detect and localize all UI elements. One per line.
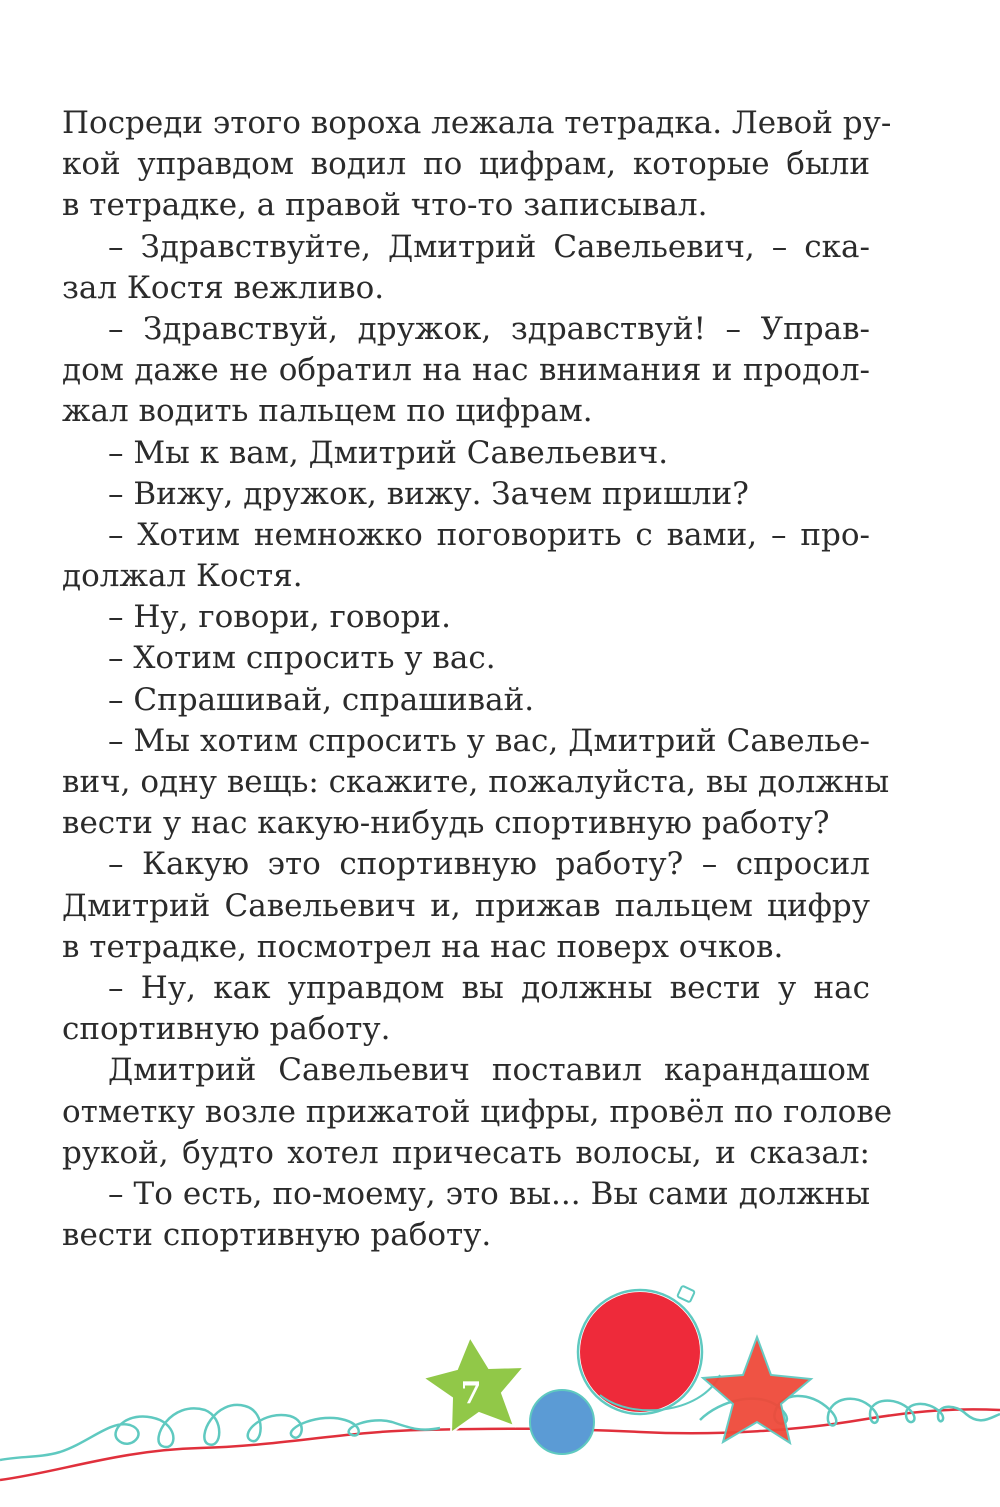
text-line: в тетрадке, посмотрел на нас поверх очков.	[62, 928, 784, 965]
text-line: – Хотим спросить у вас.	[108, 640, 496, 677]
page-number: 7	[460, 1376, 482, 1411]
text-line: Дмитрий Савельевич и, прижав пальцем цифру	[62, 887, 870, 924]
text-line: – Мы к вам, Дмитрий Савельевич.	[108, 434, 669, 471]
text-line: Посреди этого вороха лежала тетрадка. Левой ру-	[62, 105, 892, 141]
red-ornament-icon	[578, 1286, 720, 1414]
text-line: – Спрашивай, спрашивай.	[108, 681, 535, 718]
text-line: – Мы хотим спросить у вас, Дмитрий Савелье-	[108, 722, 870, 759]
text-line: кой управдом водил по цифрам, которые были	[62, 146, 870, 183]
text-line: Дмитрий Савельевич поставил карандашом	[108, 1052, 870, 1089]
text-line: в тетрадке, а правой что-то записывал.	[62, 187, 708, 224]
text-line: вести спортивную работу.	[62, 1217, 492, 1254]
text-line: вести у нас какую-нибудь спортивную работу?	[62, 805, 830, 842]
christmas-garland-decoration	[0, 1280, 1000, 1507]
green-star-icon	[423, 1337, 524, 1433]
red-star-icon	[703, 1337, 811, 1443]
body-text	[62, 103, 893, 1256]
text-line: дом даже не обратил на нас внимания и продол-	[62, 352, 870, 389]
text-line: отметку возле прижатой цифры, провёл по голове	[62, 1093, 893, 1130]
blue-ornament-icon	[530, 1390, 594, 1454]
text-line: – Какую это спортивную работу? – спросил	[108, 846, 870, 883]
text-line: вич, одну вещь: скажите, пожалуйста, вы должны	[62, 764, 890, 800]
text-line: зал Костя вежливо.	[62, 269, 385, 306]
text-line: спортивную работу.	[62, 1011, 391, 1048]
text-line: – То есть, по-моему, это вы... Вы сами должны	[108, 1175, 870, 1212]
text-line: – Ну, как управдом вы должны вести у нас	[108, 969, 870, 1006]
text-line: – Вижу, дружок, вижу. Зачем пришли?	[108, 475, 749, 512]
text-line: рукой, будто хотел причесать волосы, и сказал:	[62, 1134, 870, 1171]
text-line: – Ну, говори, говори.	[108, 599, 451, 636]
text-line: – Хотим немножко поговорить с вами, – про-	[108, 516, 870, 553]
text-line: – Здравствуйте, Дмитрий Савельевич, – ска-	[108, 228, 870, 265]
text-line: должал Костя.	[62, 558, 303, 595]
text-line: – Здравствуй, дружок, здравствуй! – Управ-	[108, 310, 870, 347]
text-line: жал водить пальцем по цифрам.	[62, 393, 593, 430]
